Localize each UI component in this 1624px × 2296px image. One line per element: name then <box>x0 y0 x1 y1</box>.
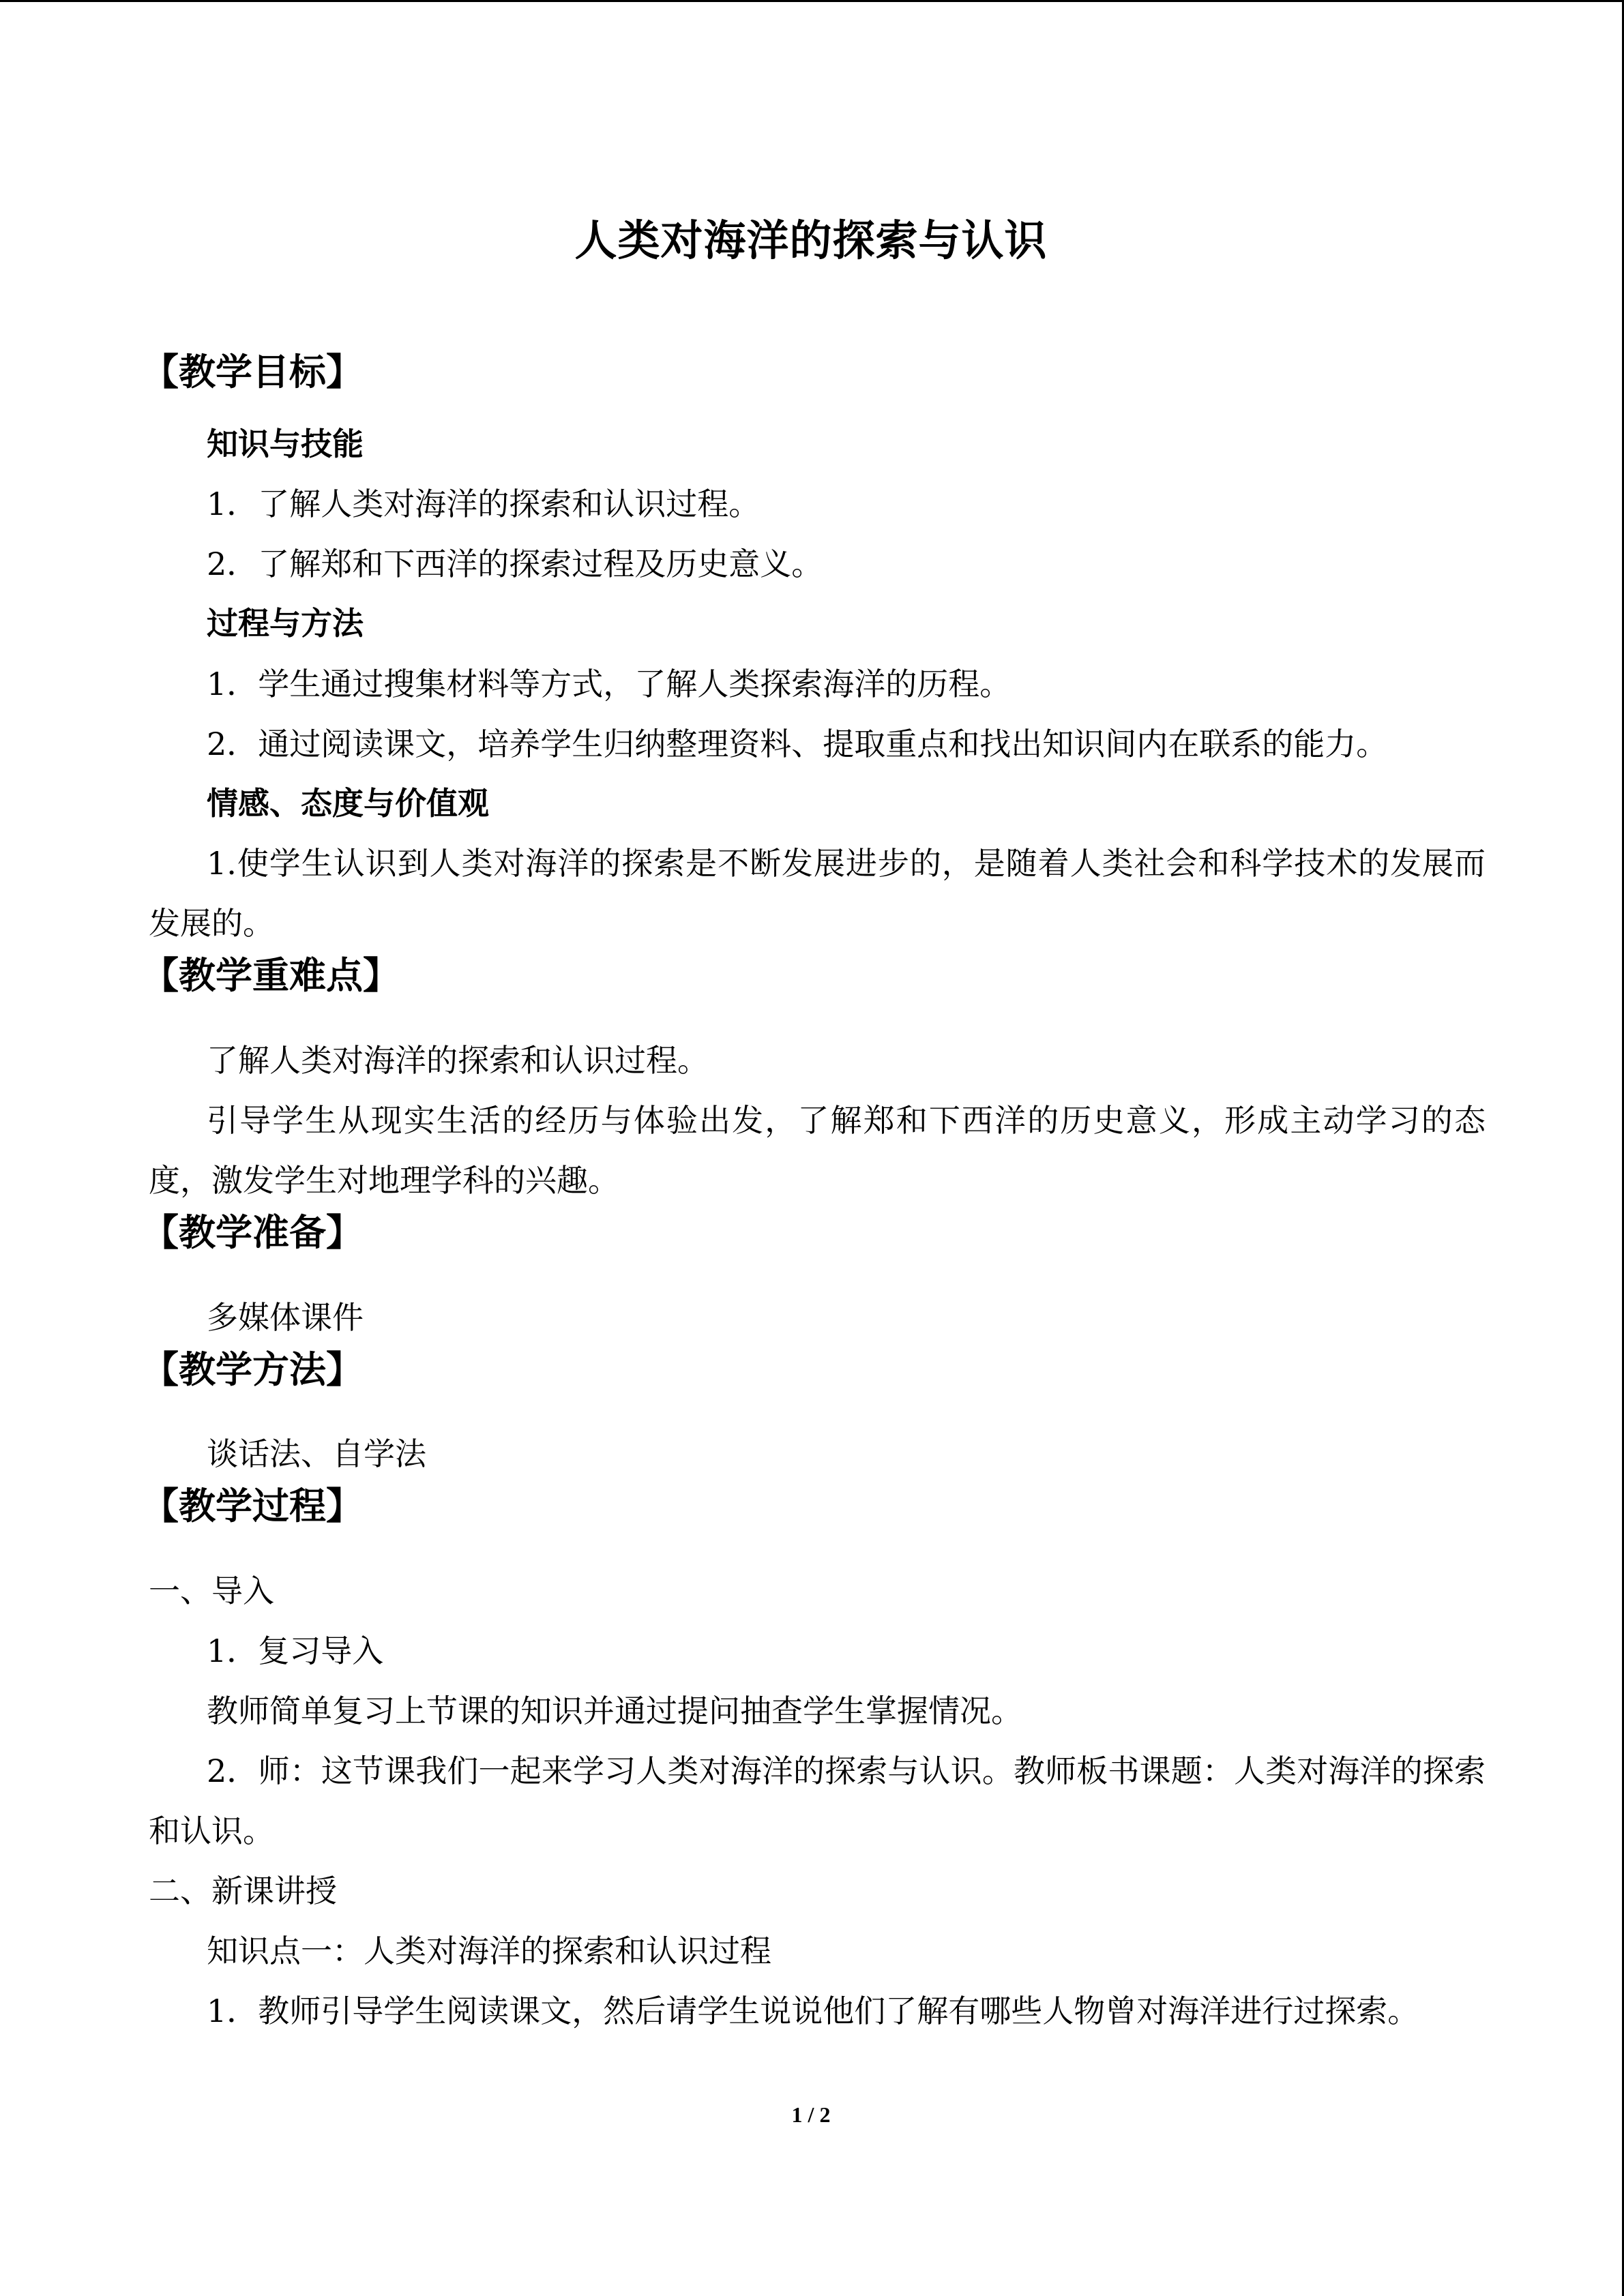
paragraph: 二、新课讲授 <box>149 1873 337 1910</box>
document-title: 人类对海洋的探索与认识 <box>574 215 1048 265</box>
paragraph: 1．教师引导学生阅读课文，然后请学生说说他们了解有哪些人物曾对海洋进行过探索。 <box>207 1993 1419 2030</box>
section-heading-methods: 【教学方法】 <box>142 1347 363 1391</box>
paragraph: 一、导入 <box>149 1572 274 1610</box>
subheading-emotion: 情感、态度与价值观 <box>207 784 489 822</box>
subheading-knowledge: 知识与技能 <box>207 425 364 462</box>
page-number: 1 / 2 <box>791 2102 831 2127</box>
paragraph: 引导学生从现实生活的经历与体验出发，了解郑和下西洋的历史意义，形成主动学习的态度，激发学生对地理学科的兴趣。 <box>149 1101 1486 1199</box>
paragraph: 2．通过阅读课文，培养学生归纳整理资料、提取重点和找出知识间内在联系的能力。 <box>207 725 1388 762</box>
paragraph: 2．了解郑和下西洋的探索过程及历史意义。 <box>207 546 823 583</box>
section-heading-objectives: 【教学目标】 <box>142 350 363 393</box>
paragraph: 教师简单复习上节课的知识并通过提问抽查学生掌握情况。 <box>207 1693 1022 1730</box>
paragraph: 多媒体课件 <box>207 1298 364 1336</box>
subheading-process: 过程与方法 <box>207 605 364 642</box>
section-heading-preparation: 【教学准备】 <box>142 1210 363 1254</box>
section-heading-key-points: 【教学重难点】 <box>142 953 400 997</box>
paragraph: 2．师：这节课我们一起来学习人类对海洋的探索与认识。教师板书课题：人类对海洋的探索和认识。 <box>149 1753 1486 1850</box>
paragraph: 知识点一：人类对海洋的探索和认识过程 <box>207 1933 771 1970</box>
section-heading-process: 【教学过程】 <box>142 1484 363 1528</box>
paragraph: 了解人类对海洋的探索和认识过程。 <box>207 1041 709 1079</box>
document-body <box>142 350 1486 2041</box>
paragraph: 1．学生通过搜集材料等方式，了解人类探索海洋的历程。 <box>207 665 1012 702</box>
paragraph: 1．了解人类对海洋的探索和认识过程。 <box>207 486 761 523</box>
paragraph: 1．复习导入 <box>207 1632 384 1670</box>
paragraph: 1.使学生认识到人类对海洋的探索是不断发展进步的，是随着人类社会和科学技术的发展而发展的。 <box>149 844 1486 942</box>
paragraph: 谈话法、自学法 <box>207 1435 426 1473</box>
